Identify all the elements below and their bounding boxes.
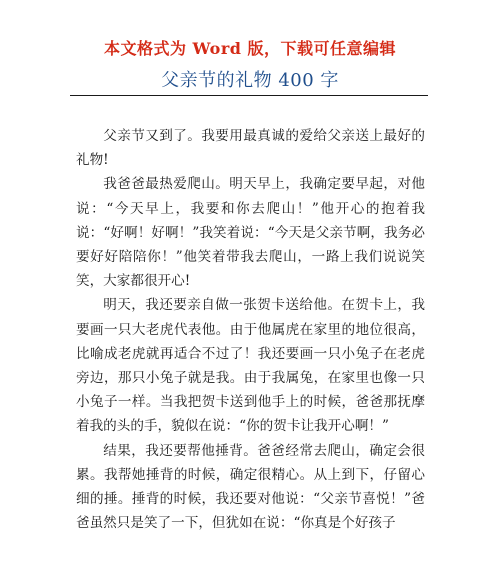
paragraph-1: 父亲节又到了。我要用最真诚的爱给父亲送上最好的礼物! bbox=[76, 128, 425, 169]
format-banner: 本文格式为 Word 版，下载可任意编辑 bbox=[103, 39, 397, 58]
article-body bbox=[76, 124, 425, 535]
title-divider bbox=[70, 95, 428, 96]
paragraph-2: 我爸爸最热爱爬山。明天早上，我确定要早起，对他说：“今天早上，我要和你去爬山！”他开心的抱着我说：“好啊！好啊！”我笑着说：“今天是父亲节啊，我务必要好好陪陪你！”他笑着带我去爬山，一路上我们说说笑笑，大家都很开心! bbox=[76, 176, 425, 290]
article-title: 父亲节的礼物 400 字 bbox=[161, 70, 339, 91]
paragraph-3: 明天，我还要亲自做一张贺卡送给他。在贺卡上，我要画一只大老虎代表他。由于他属虎在家里的地位很高，比喻成老虎就再适合不过了！我还要画一只小兔子在老虎旁边，那只小兔子就是我。由于我属兔，在家里也像一只小兔子一样。当我把贺卡送到他手上的时候，爸爸那抚摩着我的头的手，貌似在说：“你的贺卡让我开心啊！” bbox=[76, 297, 425, 435]
paragraph-4: 结果，我还要帮他捶背。爸爸经常去爬山，确定会很累。我帮她捶背的时候，确定很精心。从上到下，仔留心细的捶。捶背的时候，我还要对他说：“父亲节喜悦！”爸爸虽然只是笑了一下，但犹如在说：“你真是个好孩子 bbox=[76, 442, 425, 532]
